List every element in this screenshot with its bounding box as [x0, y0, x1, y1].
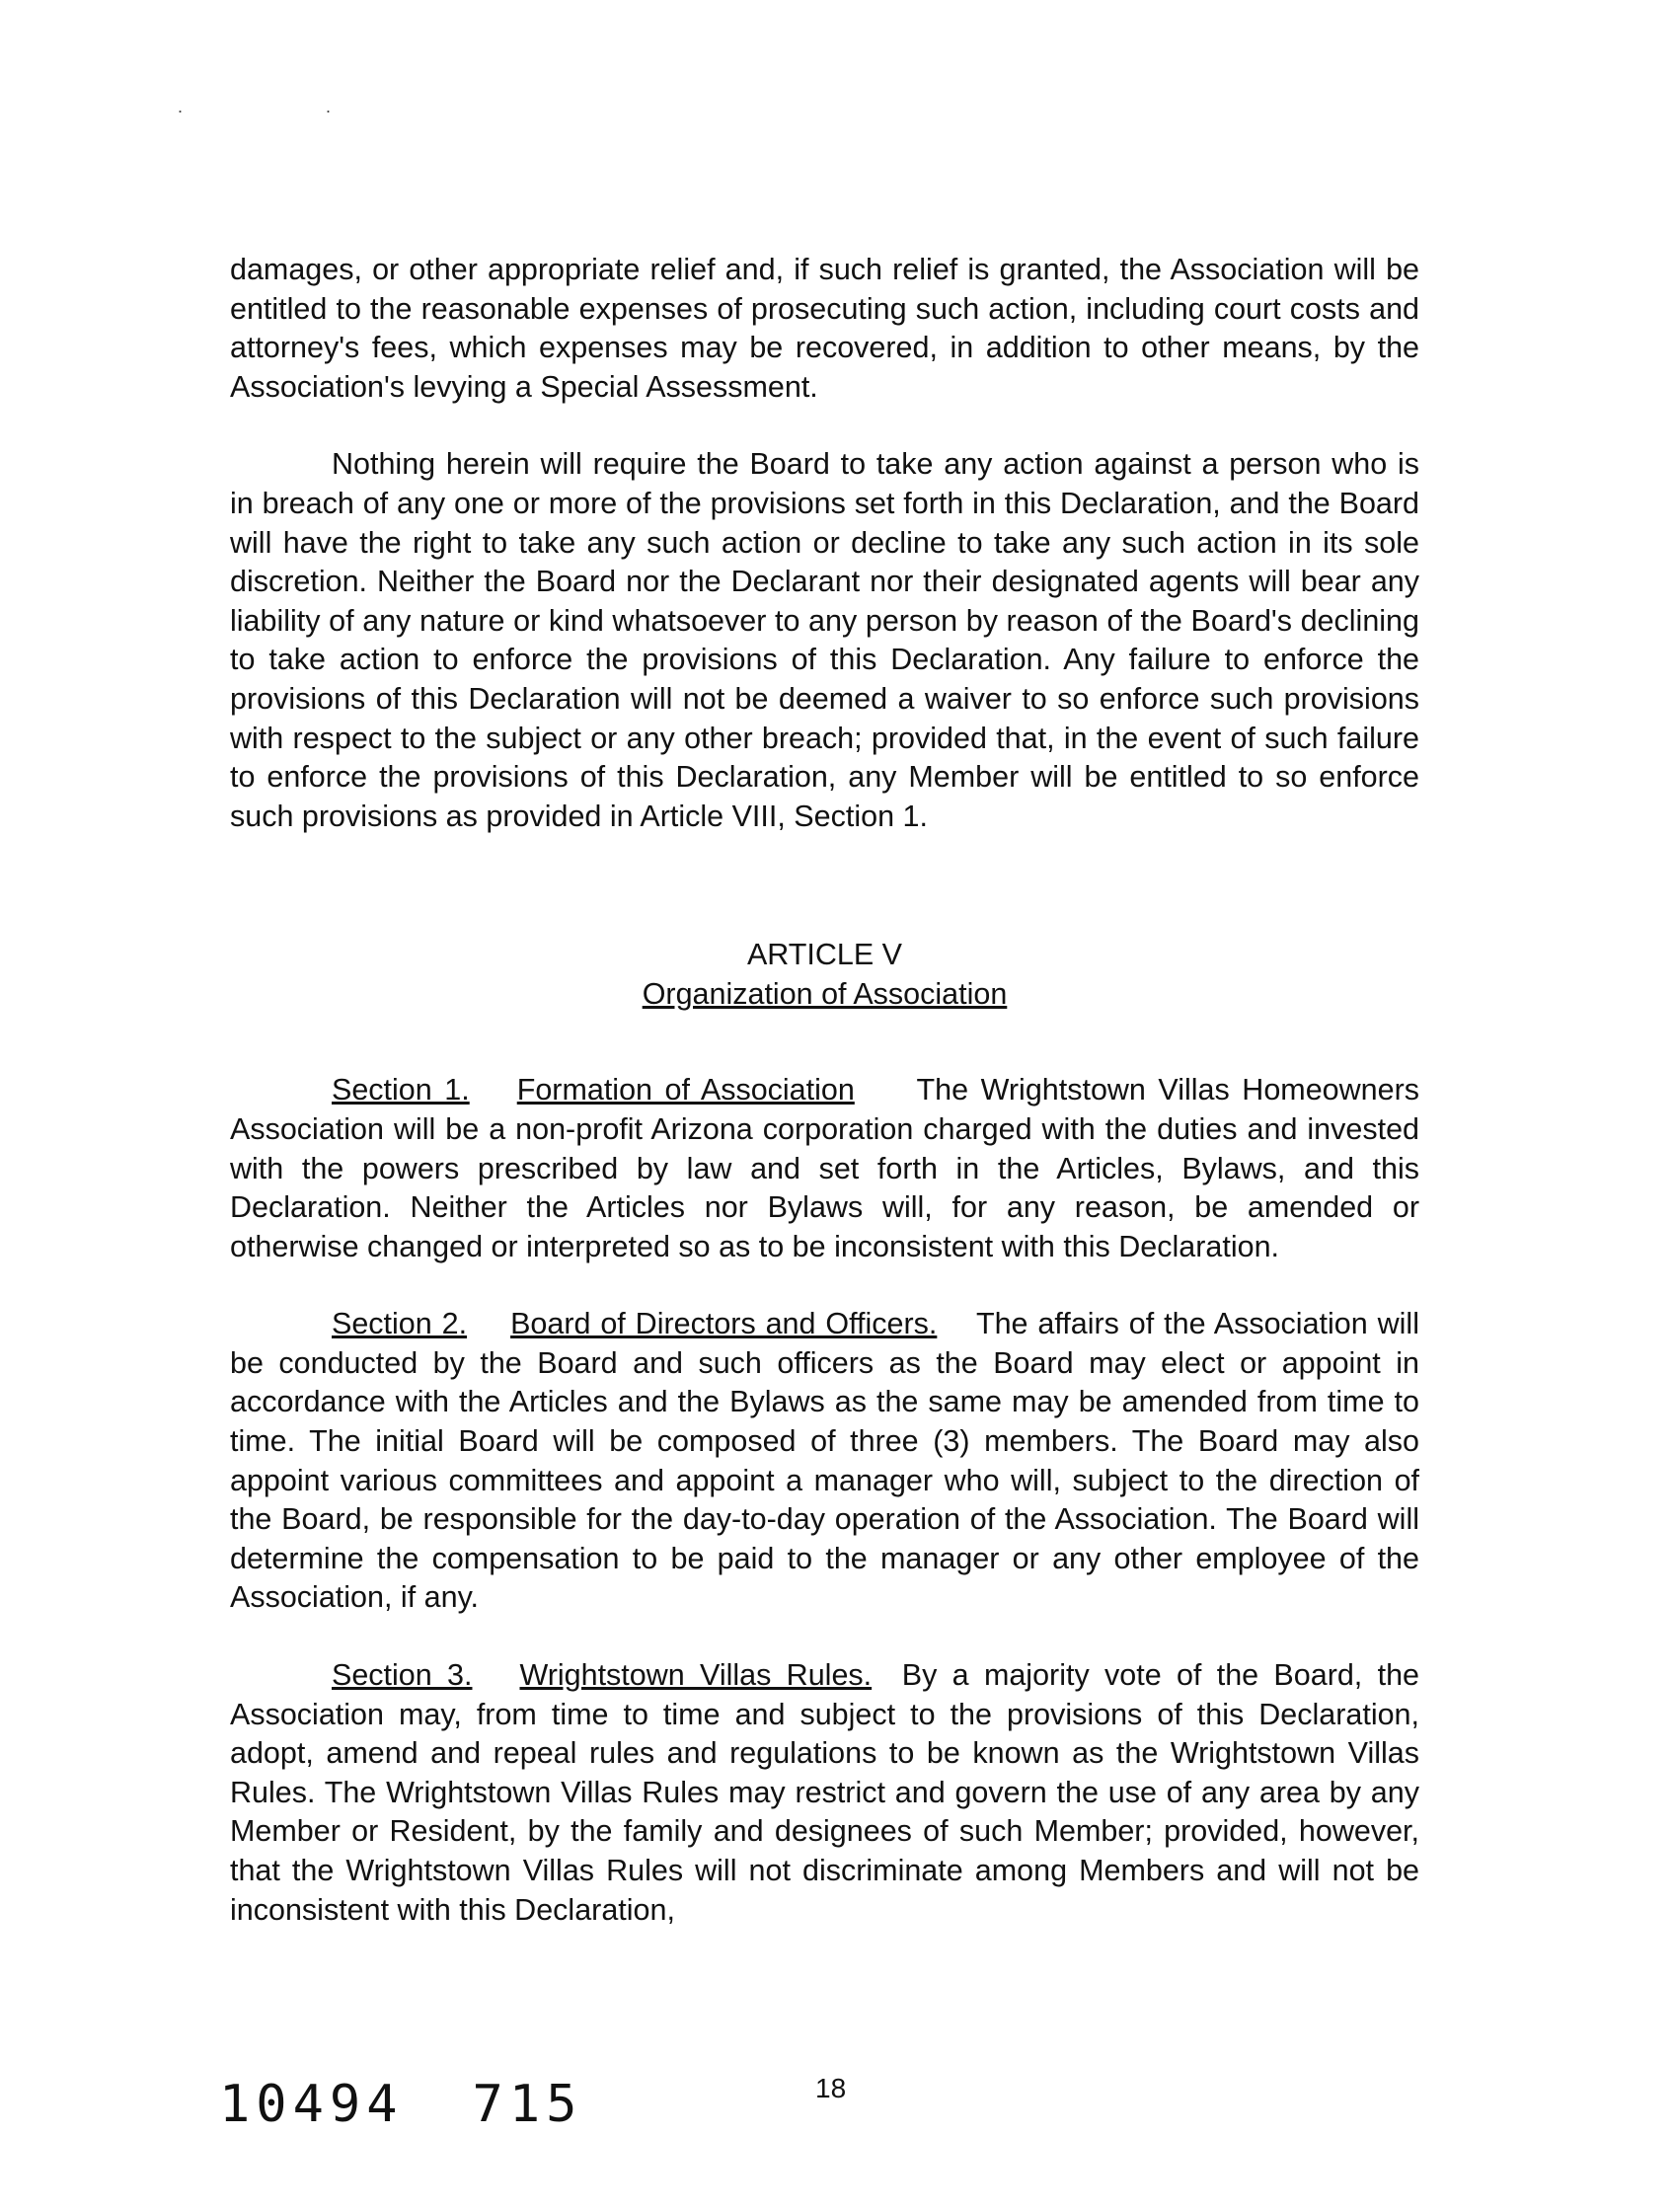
section-1-number: Section 1.: [332, 1073, 470, 1107]
article-heading-block: [230, 935, 1419, 1014]
scan-specks: . .: [178, 97, 401, 116]
paragraph-board-discretion: Nothing herein will require the Board to take any action against a person who is in breach of any one or more of the provisions set forth in this Declaration, and the Board will have the right to take any such action or decline to take any such action in its sole discretion. Neither the Board nor the Declarant nor their designated agents will bear any liability of any nature or kind whatsoever to any person by reason of the Board's declining to take action to enforce the provisions of this Declaration. Any failure to enforce the provisions of this Declaration will not be deemed a waiver to so enforce such provisions with respect to the subject or any other breach; provided that, in the event of such failure to enforce the provisions of this Declaration, any Member will be entitled to so enforce such provisions as provided in Article VIII, Section 1.: [230, 447, 1419, 833]
section-2-title: Board of Directors and Officers.: [510, 1307, 938, 1341]
recording-volume: 10494: [219, 2075, 404, 2134]
section-3-title: Wrightstown Villas Rules.: [519, 1658, 873, 1693]
paragraph-continuation: damages, or other appropriate relief and, if such relief is granted, the Association will be entitled to the reasonable expenses of prosecuting such action, including court costs and attorney's fees, which expenses may be recovered, in addition to other means, by the Association's levying a Special Assessment.: [230, 253, 1419, 404]
recording-stamp: [219, 2075, 582, 2134]
article-heading: ARTICLE V: [746, 938, 903, 972]
page-number: 18: [815, 2073, 847, 2103]
section-1: [230, 1071, 1419, 1266]
page-content: [230, 251, 1419, 1930]
recording-page: 715: [472, 2075, 583, 2134]
section-3-number: Section 3.: [332, 1658, 473, 1693]
section-1-text: The Wrightstown Villas Homeowners Association will be a non-profit Arizona corporation charged with the duties and invested with the powers prescribed by law and set forth in the Articles, Bylaws, and this Declaration. Neither the Articles nor Bylaws will, for any reason, be amended or otherwise changed or interpreted so as to be inconsistent with this Declaration.: [230, 1073, 1419, 1263]
section-3-text: By a majority vote of the Board, the Association may, from time to time and subject to the provisions of this Declaration, adopt, amend and repeal rules and regulations to be known as the Wrightstown Villas Rules. The Wrightstown Villas Rules may restrict and govern the use of any area by any Member or Resident, by the family and designees of such Member; provided, however, that the Wrightstown Villas Rules will not discriminate among Members and will not be inconsistent with this Declaration,: [230, 1658, 1419, 1927]
section-2-text: The affairs of the Association will be conducted by the Board and such officers as the Board may elect or appoint in accordance with the Articles and the Bylaws as the same may be amended from time to time. The initial Board will be composed of three (3) members. The Board may also appoint various committees and appoint a manager who will, subject to the direction of the Board, be responsible for the day-to-day operation of the Association. The Board will determine the compensation to be paid to the manager or any other employee of the Association, if any.: [230, 1307, 1419, 1615]
section-2-number: Section 2.: [332, 1307, 468, 1341]
article-subheading: Organization of Association: [642, 977, 1008, 1012]
section-1-title: Formation of Association: [516, 1073, 855, 1107]
section-2: [230, 1305, 1419, 1618]
section-3: [230, 1656, 1419, 1930]
